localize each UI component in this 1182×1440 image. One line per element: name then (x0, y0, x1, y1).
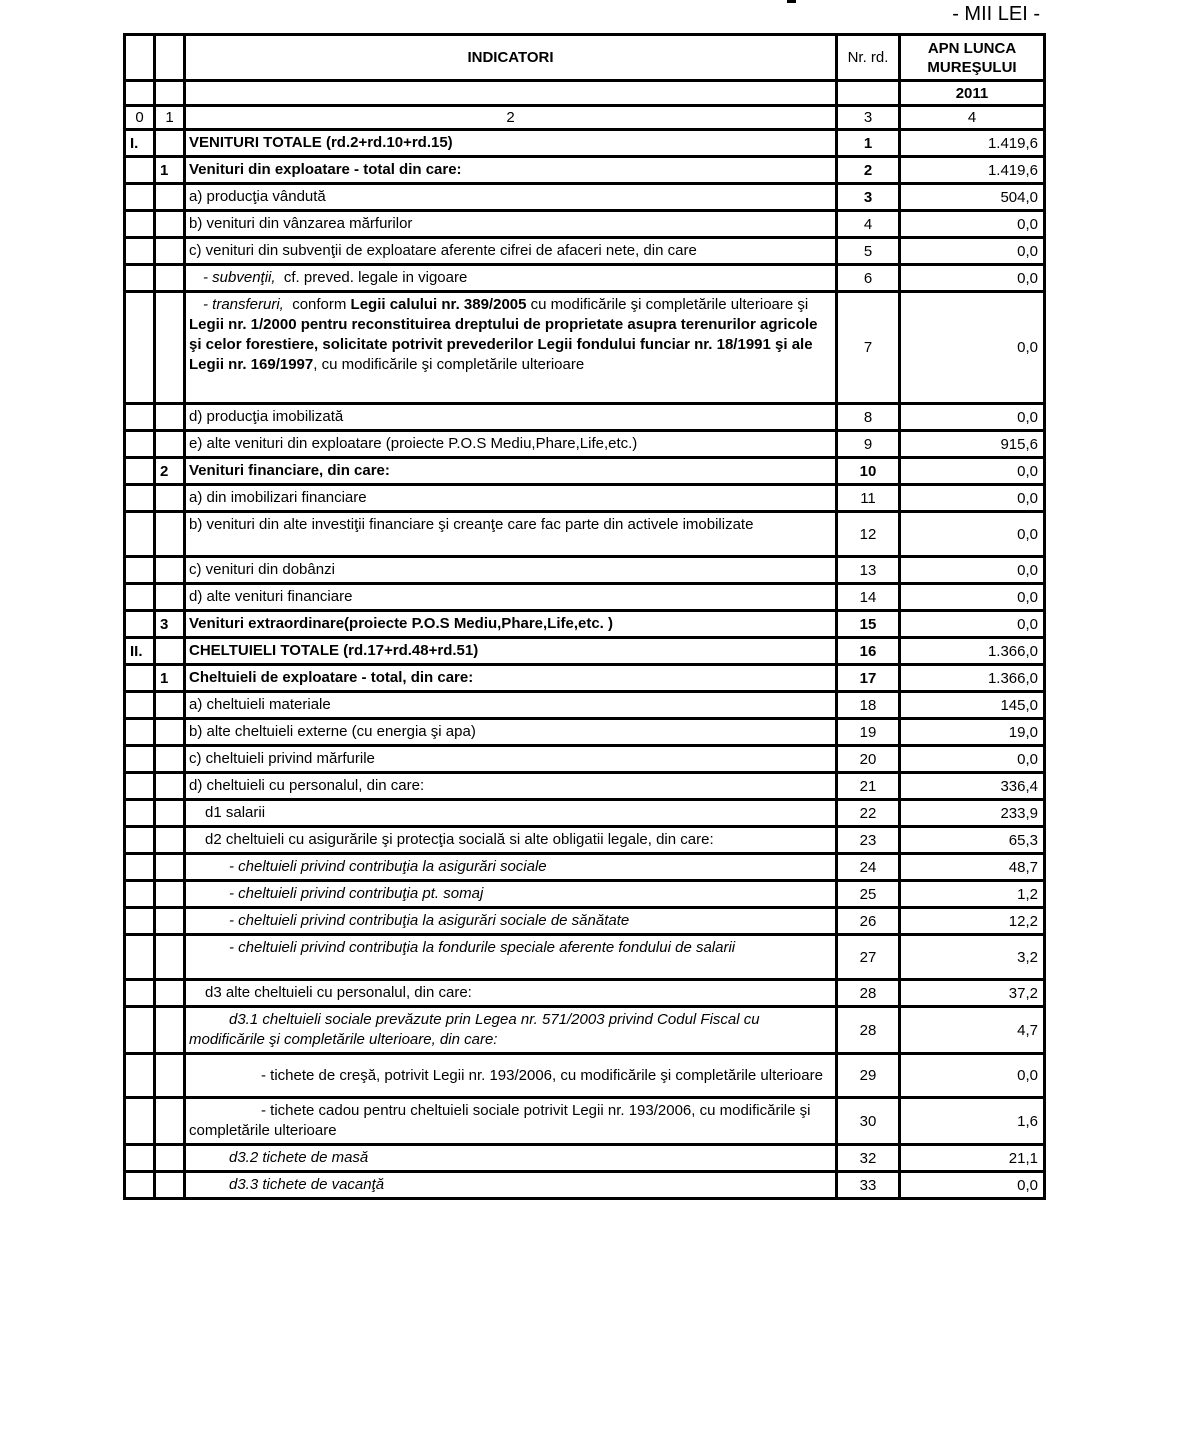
table-row (125, 854, 1045, 881)
value-cell: 0,0 (900, 265, 1045, 292)
row-number-cell: 16 (837, 638, 900, 665)
indicator-cell (185, 881, 837, 908)
header-row-year (125, 81, 1045, 106)
roman-index-cell (125, 404, 155, 431)
indicator-text (186, 693, 835, 717)
colnum-2: 2 (185, 106, 837, 130)
group-index-cell (155, 1172, 185, 1199)
row-number-cell: 2 (837, 157, 900, 184)
indicator-text (186, 801, 835, 825)
table-row (125, 746, 1045, 773)
table-row (125, 211, 1045, 238)
roman-index-cell (125, 611, 155, 638)
row-number-cell: 22 (837, 800, 900, 827)
table-row (125, 584, 1045, 611)
row-number-cell: 9 (837, 431, 900, 458)
value-cell: 0,0 (900, 611, 1045, 638)
group-index-cell (155, 584, 185, 611)
table-row (125, 638, 1045, 665)
value-cell: 233,9 (900, 800, 1045, 827)
group-index-cell: 1 (155, 157, 185, 184)
indicator-text-segment: e) alte venituri din exploatare (proiecte P.O.S Mediu,Phare,Life,etc.) (189, 435, 638, 452)
indicator-text-segment: - cheltuieli privind contribuţia la asigurări sociale de sănătate (229, 912, 630, 929)
value-cell: 0,0 (900, 238, 1045, 265)
value-cell: 12,2 (900, 908, 1045, 935)
table-row (125, 292, 1045, 404)
table-row (125, 1098, 1045, 1145)
value-cell: 0,0 (900, 512, 1045, 557)
indicator-cell (185, 1098, 837, 1145)
indicator-cell (185, 935, 837, 980)
table-row (125, 935, 1045, 980)
row-number-cell: 5 (837, 238, 900, 265)
roman-index-cell (125, 512, 155, 557)
group-index-cell (155, 1098, 185, 1145)
table-row (125, 184, 1045, 211)
value-cell: 37,2 (900, 980, 1045, 1007)
cropped-text-artifact (787, 0, 796, 3)
header-col1-cell (155, 35, 185, 81)
group-index-cell: 2 (155, 458, 185, 485)
table-row (125, 238, 1045, 265)
roman-index-cell (125, 1145, 155, 1172)
rows-body (125, 130, 1045, 1199)
indicator-cell (185, 157, 837, 184)
group-index-cell (155, 746, 185, 773)
row-number-cell: 3 (837, 184, 900, 211)
indicator-cell (185, 404, 837, 431)
value-cell: 1.366,0 (900, 638, 1045, 665)
indicator-text (186, 828, 835, 852)
indicator-cell (185, 584, 837, 611)
row-number-cell: 20 (837, 746, 900, 773)
value-cell: 0,0 (900, 1172, 1045, 1199)
year-row-col0-cell (125, 81, 155, 106)
group-index-cell (155, 211, 185, 238)
table-row (125, 773, 1045, 800)
indicator-cell (185, 827, 837, 854)
roman-index-cell (125, 485, 155, 512)
roman-index-cell (125, 665, 155, 692)
indicator-text-segment: a) din imobilizari financiare (189, 489, 367, 506)
value-cell: 0,0 (900, 211, 1045, 238)
indicator-text-segment: VENITURI TOTALE (rd.2+rd.10+rd.15) (189, 134, 453, 151)
value-cell: 0,0 (900, 404, 1045, 431)
indicator-cell (185, 980, 837, 1007)
row-number-cell: 26 (837, 908, 900, 935)
value-cell: 3,2 (900, 935, 1045, 980)
indicator-cell (185, 512, 837, 557)
value-cell: 0,0 (900, 292, 1045, 404)
indicator-cell (185, 184, 837, 211)
table-row (125, 719, 1045, 746)
indicator-text (186, 131, 835, 155)
group-index-cell (155, 908, 185, 935)
roman-index-cell (125, 157, 155, 184)
value-cell: 1,6 (900, 1098, 1045, 1145)
value-cell: 915,6 (900, 431, 1045, 458)
indicator-text (186, 432, 835, 456)
roman-index-cell (125, 557, 155, 584)
indicator-text-segment: b) venituri din vânzarea mărfurilor (189, 215, 413, 232)
row-number-cell: 27 (837, 935, 900, 980)
group-index-cell (155, 431, 185, 458)
roman-index-cell (125, 431, 155, 458)
indicator-text (186, 1099, 835, 1143)
roman-index-cell: II. (125, 638, 155, 665)
indicator-text (186, 882, 835, 906)
group-index-cell (155, 692, 185, 719)
indicator-cell (185, 611, 837, 638)
indicator-text-segment: Venituri extraordinare(proiecte P.O.S Mediu,Phare,Life,etc. ) (189, 615, 614, 632)
row-number-cell: 10 (837, 458, 900, 485)
value-cell: 0,0 (900, 458, 1045, 485)
indicator-text (186, 293, 835, 377)
roman-index-cell (125, 719, 155, 746)
roman-index-cell (125, 184, 155, 211)
table-header (125, 35, 1045, 130)
group-index-cell (155, 1007, 185, 1054)
group-index-cell (155, 238, 185, 265)
indicator-text (186, 405, 835, 429)
indicator-text (186, 666, 835, 690)
group-index-cell (155, 854, 185, 881)
header-row-labels (125, 35, 1045, 81)
roman-index-cell (125, 1054, 155, 1098)
group-index-cell (155, 404, 185, 431)
group-index-cell: 1 (155, 665, 185, 692)
indicator-text (186, 720, 835, 744)
indicator-text-segment: d3 alte cheltuieli cu personalul, din care: (205, 984, 472, 1001)
row-number-cell: 24 (837, 854, 900, 881)
indicator-cell (185, 908, 837, 935)
indicator-text-segment: c) venituri din subvenţii de exploatare aferente cifrei de afaceri nete, din care (189, 242, 697, 259)
group-index-cell (155, 292, 185, 404)
row-number-cell: 11 (837, 485, 900, 512)
indicator-text-segment: d) cheltuieli cu personalul, din care: (189, 777, 425, 794)
table-row (125, 485, 1045, 512)
indicator-text (186, 486, 835, 510)
indicator-cell (185, 458, 837, 485)
indicator-text (186, 1146, 835, 1170)
colnum-0: 0 (125, 106, 155, 130)
indicator-text-segment: a) producţia vândută (189, 188, 326, 205)
value-cell: 21,1 (900, 1145, 1045, 1172)
row-number-cell: 1 (837, 130, 900, 157)
group-index-cell (155, 935, 185, 980)
table-row (125, 1007, 1045, 1054)
year-cell: 2011 (900, 81, 1045, 106)
indicator-text (186, 266, 835, 290)
group-index-cell (155, 773, 185, 800)
colnum-4: 4 (900, 106, 1045, 130)
table-row (125, 265, 1045, 292)
row-number-cell: 28 (837, 1007, 900, 1054)
table-row (125, 800, 1045, 827)
indicator-text (186, 239, 835, 263)
indicator-text-segment: c) venituri din dobânzi (189, 561, 335, 578)
group-index-cell (155, 800, 185, 827)
table-row (125, 881, 1045, 908)
indicator-text (186, 981, 835, 1005)
roman-index-cell (125, 935, 155, 980)
table-row (125, 557, 1045, 584)
roman-index-cell (125, 746, 155, 773)
indicator-text (186, 747, 835, 771)
indicator-cell (185, 1172, 837, 1199)
indicator-text-segment: d1 salarii (205, 804, 266, 821)
indicator-cell (185, 211, 837, 238)
indicator-text (186, 212, 835, 236)
indicator-text (186, 639, 835, 663)
indicator-cell (185, 800, 837, 827)
indicator-text (186, 1064, 835, 1088)
indicator-text (186, 936, 835, 960)
indicator-text-segment: - cheltuieli privind contribuţia la asigurări sociale (229, 858, 547, 875)
roman-index-cell (125, 292, 155, 404)
indicator-text (186, 612, 835, 636)
value-cell: 65,3 (900, 827, 1045, 854)
table-row (125, 1172, 1045, 1199)
value-cell: 1.419,6 (900, 130, 1045, 157)
table-row (125, 827, 1045, 854)
indicator-text-segment: d3.1 cheltuieli sociale prevăzute prin Legea nr. 571/2003 privind Codul Fiscal cu modificările şi completările ulterioare, din care: (189, 1011, 764, 1048)
indicator-text-segment: - transferuri, (203, 296, 284, 313)
indicator-cell (185, 238, 837, 265)
value-cell: 145,0 (900, 692, 1045, 719)
header-col0-cell (125, 35, 155, 81)
roman-index-cell (125, 238, 155, 265)
group-index-cell (155, 638, 185, 665)
row-number-cell: 33 (837, 1172, 900, 1199)
group-index-cell (155, 130, 185, 157)
indicator-text-segment: d2 cheltuieli cu asigurările şi protecţia socială si alte obligatii legale, din care: (205, 831, 714, 848)
indicator-text-segment: c) cheltuieli privind mărfurile (189, 750, 375, 767)
row-number-cell: 8 (837, 404, 900, 431)
roman-index-cell: I. (125, 130, 155, 157)
indicator-text (186, 558, 835, 582)
table-row (125, 130, 1045, 157)
header-row-colnums (125, 106, 1045, 130)
roman-index-cell (125, 1007, 155, 1054)
group-index-cell (155, 557, 185, 584)
roman-index-cell (125, 881, 155, 908)
indicator-cell (185, 854, 837, 881)
year-row-indicators-cell (185, 81, 837, 106)
value-cell: 1,2 (900, 881, 1045, 908)
value-cell: 0,0 (900, 557, 1045, 584)
indicator-cell (185, 265, 837, 292)
indicator-cell (185, 665, 837, 692)
group-index-cell (155, 980, 185, 1007)
indicator-text-segment: d) alte venituri financiare (189, 588, 353, 605)
indicator-cell (185, 130, 837, 157)
indicators-header: INDICATORI (185, 35, 837, 81)
roman-index-cell (125, 980, 155, 1007)
roman-index-cell (125, 211, 155, 238)
roman-index-cell (125, 458, 155, 485)
indicator-text-segment: Venituri financiare, din care: (189, 462, 390, 479)
roman-index-cell (125, 1098, 155, 1145)
value-cell: 336,4 (900, 773, 1045, 800)
value-cell: 4,7 (900, 1007, 1045, 1054)
roman-index-cell (125, 692, 155, 719)
table-row (125, 692, 1045, 719)
roman-index-cell (125, 584, 155, 611)
indicator-text (186, 158, 835, 182)
row-number-cell: 12 (837, 512, 900, 557)
group-index-cell (155, 184, 185, 211)
roman-index-cell (125, 1172, 155, 1199)
value-cell: 0,0 (900, 746, 1045, 773)
row-number-cell: 17 (837, 665, 900, 692)
table-row (125, 1054, 1045, 1098)
indicator-text (186, 909, 835, 933)
row-number-cell: 32 (837, 1145, 900, 1172)
indicator-cell (185, 773, 837, 800)
year-row-nr-cell (837, 81, 900, 106)
indicator-cell (185, 719, 837, 746)
roman-index-cell (125, 827, 155, 854)
group-index-cell: 3 (155, 611, 185, 638)
indicator-cell (185, 557, 837, 584)
indicator-text (186, 1008, 835, 1052)
row-number-cell: 21 (837, 773, 900, 800)
indicator-text (186, 1173, 835, 1197)
table-row (125, 157, 1045, 184)
indicator-text (186, 774, 835, 798)
indicator-cell (185, 746, 837, 773)
value-cell: 1.419,6 (900, 157, 1045, 184)
roman-index-cell (125, 854, 155, 881)
indicator-text (186, 459, 835, 483)
indicator-text-segment: Venituri din exploatare - total din care: (189, 161, 462, 178)
indicator-text-segment: d3.2 tichete de masă (229, 1149, 369, 1166)
indicator-text-segment: - cheltuieli privind contribuţia pt. somaj (229, 885, 484, 902)
table-row (125, 611, 1045, 638)
value-cell: 504,0 (900, 184, 1045, 211)
indicator-text (186, 185, 835, 209)
indicator-text-segment: - cheltuieli privind contribuţia la fondurile speciale aferente fondului de salarii (229, 939, 736, 956)
table-row (125, 404, 1045, 431)
row-number-cell: 29 (837, 1054, 900, 1098)
unit-note: - MII LEI - (952, 3, 1040, 25)
indicator-text-segment: cf. preved. legale in vigoare (275, 269, 468, 286)
group-index-cell (155, 827, 185, 854)
row-number-cell: 30 (837, 1098, 900, 1145)
row-number-cell: 14 (837, 584, 900, 611)
roman-index-cell (125, 773, 155, 800)
indicator-text-segment: a) cheltuieli materiale (189, 696, 331, 713)
indicator-text (186, 585, 835, 609)
value-cell: 1.366,0 (900, 665, 1045, 692)
row-number-cell: 4 (837, 211, 900, 238)
value-cell: 0,0 (900, 584, 1045, 611)
roman-index-cell (125, 265, 155, 292)
value-cell: 0,0 (900, 1054, 1045, 1098)
row-number-cell: 23 (837, 827, 900, 854)
row-number-cell: 15 (837, 611, 900, 638)
roman-index-cell (125, 908, 155, 935)
budget-table (123, 33, 1046, 1200)
indicator-text (186, 513, 835, 537)
group-index-cell (155, 512, 185, 557)
group-index-cell (155, 881, 185, 908)
indicator-text-segment: conform (283, 296, 351, 313)
row-number-cell: 19 (837, 719, 900, 746)
indicator-text-segment: , cu modificările şi completările ulterioare (313, 356, 585, 373)
row-number-cell: 18 (837, 692, 900, 719)
indicator-text-segment: - subvenţii, (203, 269, 276, 286)
indicator-cell (185, 292, 837, 404)
indicator-text-segment: - tichete cadou pentru cheltuieli sociale potrivit Legii nr. 193/2006, cu modificările şi completările ulterioare (189, 1102, 815, 1139)
indicator-text-segment: d) producţia imobilizată (189, 408, 344, 425)
group-index-cell (155, 485, 185, 512)
entity-header: APN LUNCA MUREŞULUI (900, 35, 1045, 81)
indicator-text-segment: Legii calului nr. 389/2005 (350, 296, 527, 313)
indicator-text-segment: Legii nr. 1/2000 pentru reconstituirea dreptului de proprietate asupra terenurilor agricole şi celor forestiere, solicitate potrivit prevederilor Legii fondului funciar nr. 18/1991 şi ale Legii nr. 169/1997 (189, 316, 822, 373)
indicator-cell (185, 1007, 837, 1054)
value-cell: 0,0 (900, 485, 1045, 512)
indicator-cell (185, 638, 837, 665)
row-number-cell: 28 (837, 980, 900, 1007)
roman-index-cell (125, 800, 155, 827)
year-row-col1-cell (155, 81, 185, 106)
indicator-cell (185, 1145, 837, 1172)
table-row (125, 431, 1045, 458)
row-number-cell: 7 (837, 292, 900, 404)
indicator-text-segment: b) venituri din alte investiţii financiare şi creanţe care fac parte din activele imobilizate (189, 516, 754, 533)
row-number-cell: 25 (837, 881, 900, 908)
group-index-cell (155, 1054, 185, 1098)
indicator-cell (185, 431, 837, 458)
table-row (125, 1145, 1045, 1172)
indicator-text-segment: - tichete de creşă, potrivit Legii nr. 193/2006, cu modificările şi completările ulterioare (261, 1066, 823, 1084)
colnum-1: 1 (155, 106, 185, 130)
indicator-text-segment: cu modificările şi completările ulterioare şi (526, 296, 813, 313)
table-row (125, 980, 1045, 1007)
table-row (125, 908, 1045, 935)
indicator-text-segment: b) alte cheltuieli externe (cu energia şi apa) (189, 723, 476, 740)
indicator-cell (185, 692, 837, 719)
value-cell: 48,7 (900, 854, 1045, 881)
indicator-text-segment: CHELTUIELI TOTALE (rd.17+rd.48+rd.51) (189, 642, 479, 659)
value-cell: 19,0 (900, 719, 1045, 746)
group-index-cell (155, 265, 185, 292)
indicator-cell (185, 485, 837, 512)
table-row (125, 665, 1045, 692)
indicator-text (186, 855, 835, 879)
indicator-text-segment: Cheltuieli de exploatare - total, din care: (189, 669, 474, 686)
table-row (125, 458, 1045, 485)
row-number-cell: 6 (837, 265, 900, 292)
colnum-3: 3 (837, 106, 900, 130)
nr-rd-header: Nr. rd. (837, 35, 900, 81)
table-row (125, 512, 1045, 557)
row-number-cell: 13 (837, 557, 900, 584)
group-index-cell (155, 1145, 185, 1172)
indicator-text-segment: d3.3 tichete de vacanţă (229, 1176, 385, 1193)
group-index-cell (155, 719, 185, 746)
indicator-cell (185, 1054, 837, 1098)
